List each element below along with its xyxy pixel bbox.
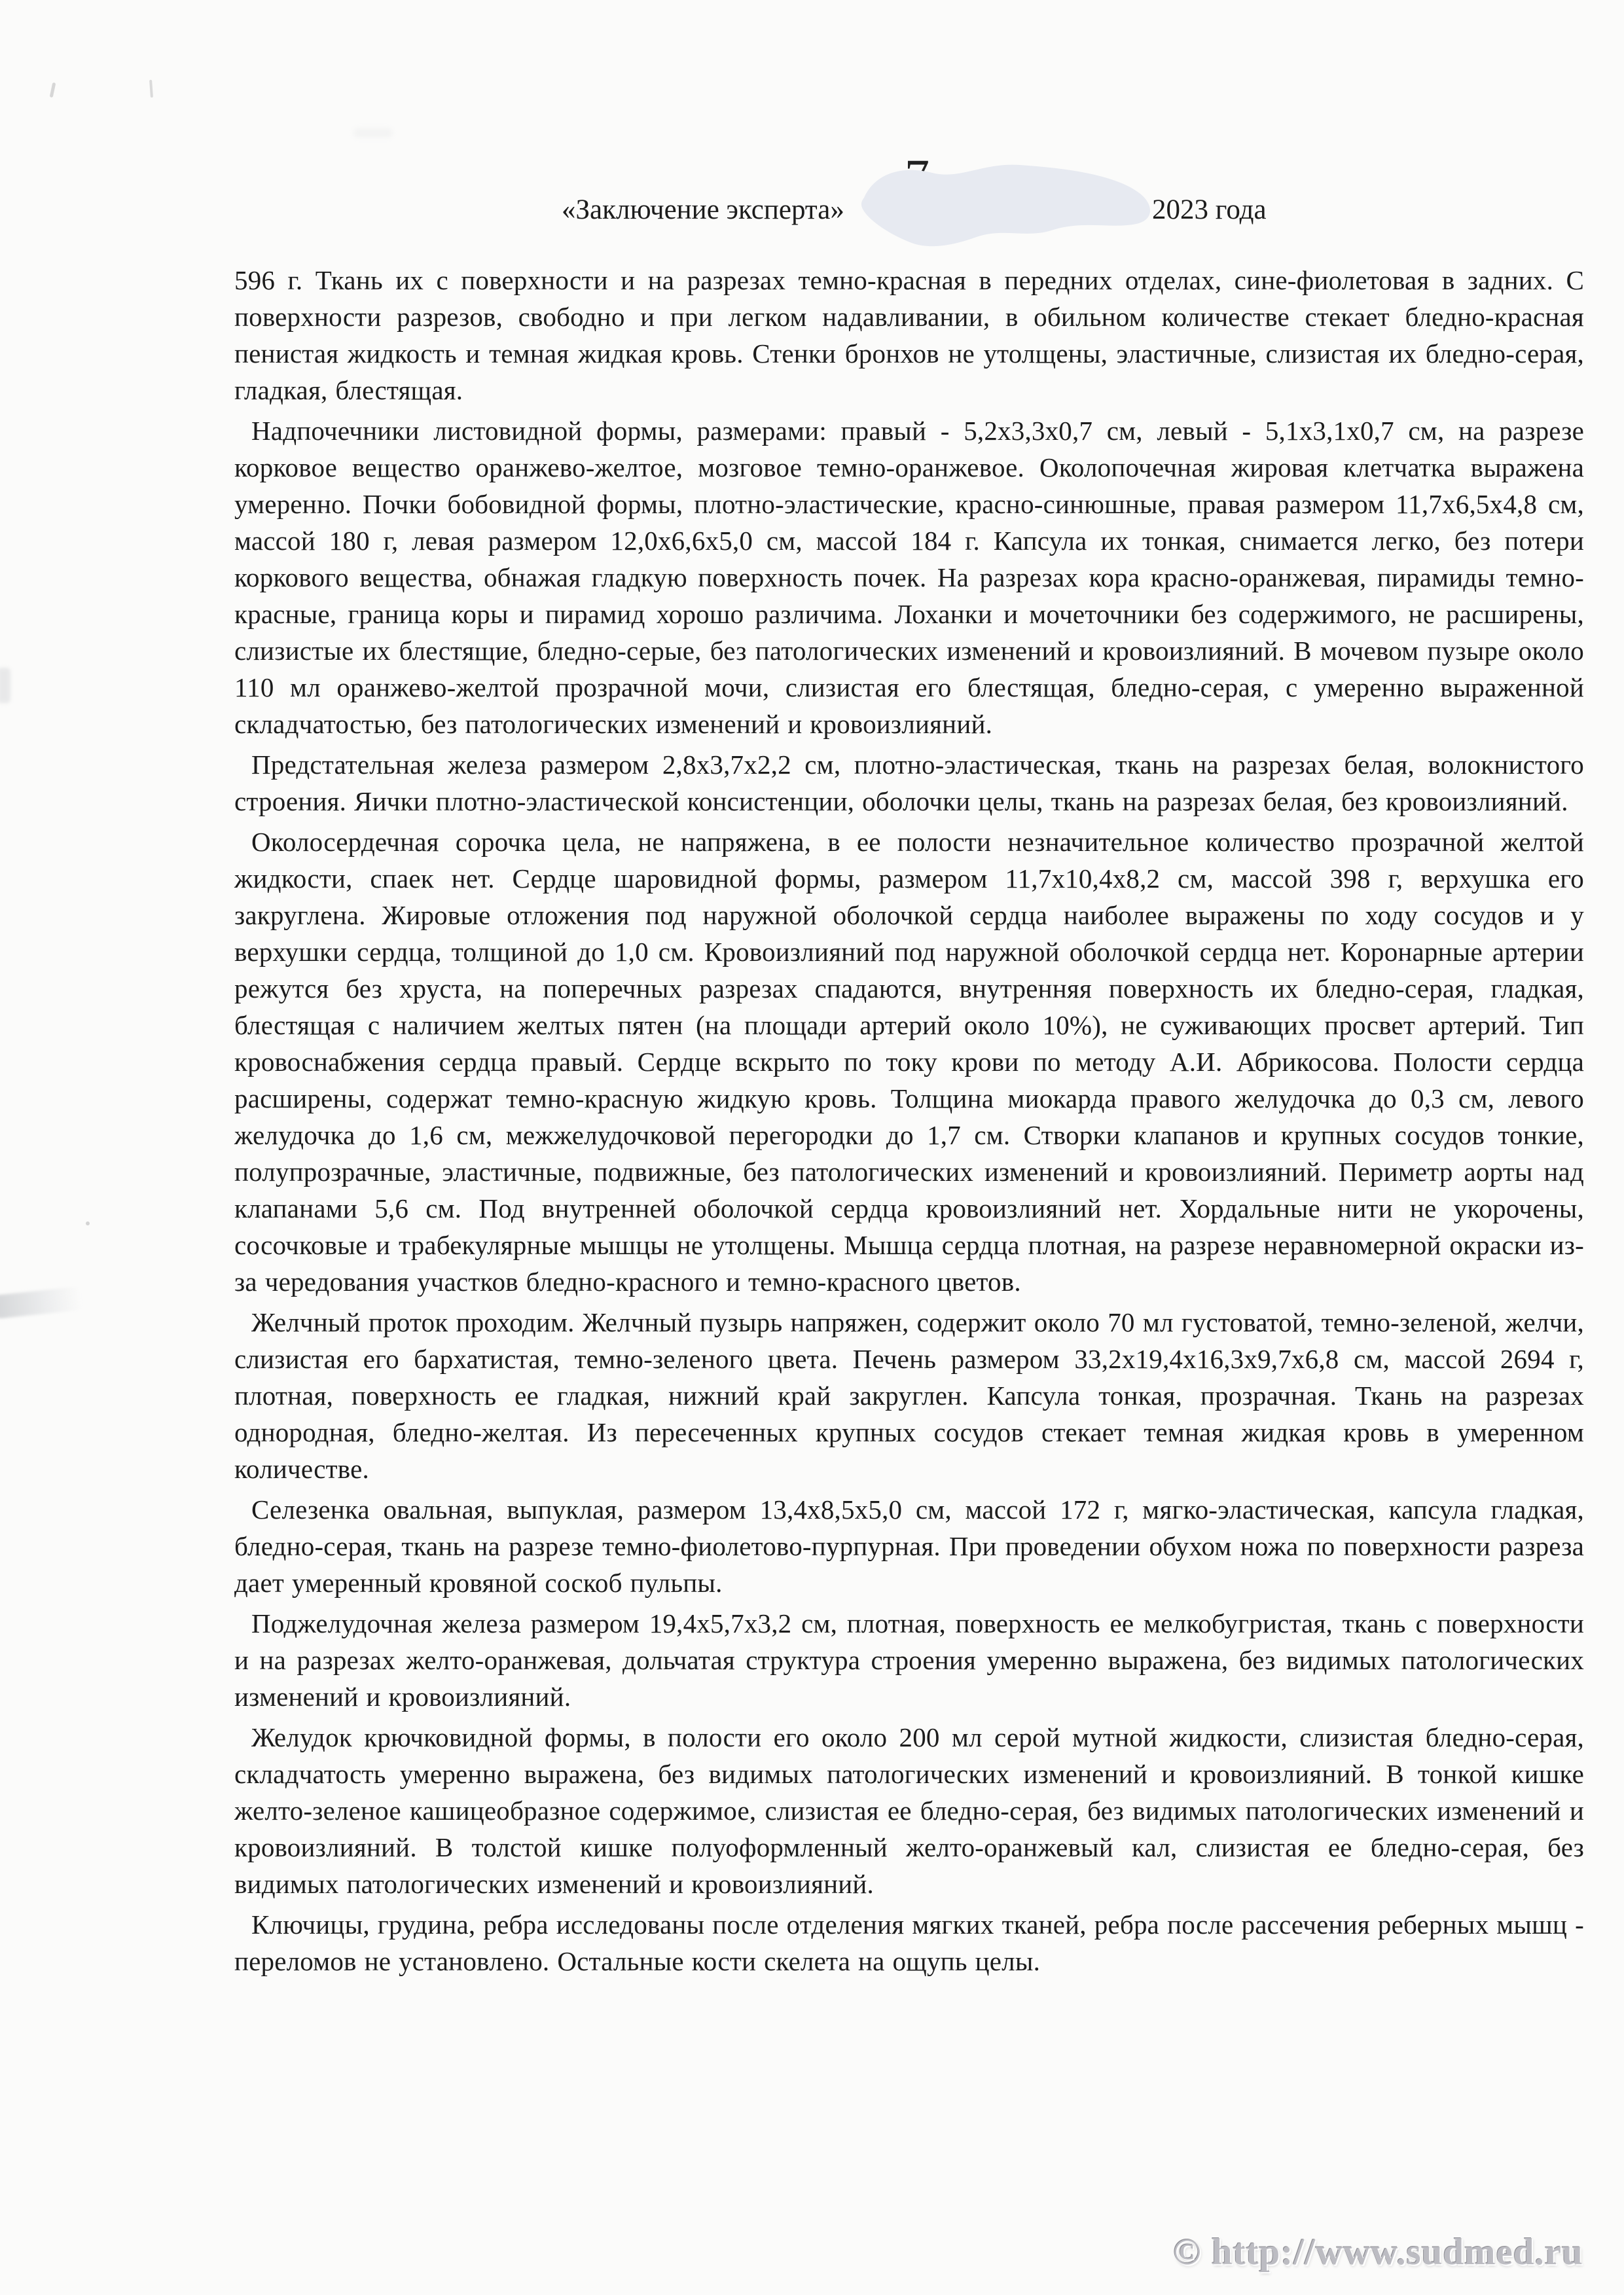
paragraph-pancreas: Поджелудочная железа размером 19,4х5,7х3,2 см, плотная, поверхность ее мелкобугристая, ткань с поверхности и на разрезах желто-оранжевая, дольчатая структура строения умеренно выражена, без видимых патологических изменений и кровоизлияний.	[234, 1608, 1584, 1712]
paragraph-adrenals-kidneys: Надпочечники листовидной формы, размерами: правый - 5,2х3,3х0,7 см, левый - 5,1х3,1х0,7 см, на разрезе корковое вещество оранжево-желтое, мозговое темно-оранжевое. Околопочечная жировая клетчатка выражена умеренно. Почки бобовидной формы, плотно-эластические, красно-синюшные, правая размером 11,7х6,5х4,8 см, массой 180 г, левая размером 12,0х6,6х5,0 см, массой 184 г. Капсула их тонкая, снимается легко, без потери коркового вещества, обнажая гладкую поверхность почек. На разрезах кора красно-оранжевая, пирамиды темно-красные, граница коры и пирамид хорошо различима. Лоханки и мочеточники без содержимого, не расширены, слизистые их блестящие, бледно-серые, без патологических изменений и кровоизлияний. В мочевом пузыре около 110 мл оранжево-желтой прозрачной мочи, слизистая его блестящая, бледно-серая, с умеренно выраженной складчатостью, без патологических изменений и кровоизлияний.	[234, 416, 1584, 739]
scan-smudge	[0, 668, 10, 703]
scan-speck	[50, 82, 56, 98]
paragraph-liver: Желчный проток проходим. Желчный пузырь напряжен, содержит около 70 мл густоватой, темно-зеленой, желчи, слизистая его бархатистая, темно-зеленого цвета. Печень размером 33,2х19,4х16,3х9,7х6,8 см, массой 2694 г, плотная, поверхность ее гладкая, нижний край закруглен. Капсула тонкая, прозрачная. Ткань на разрезах однородная, бледно-желтая. Из пересеченных крупных сосудов стекает темная жидкая кровь в умеренном количестве.	[234, 1307, 1584, 1484]
paragraph-bones: Ключицы, грудина, ребра исследованы после отделения мягких тканей, ребра после рассечения реберных мышц - переломов не установлено. Остальные кости скелета на ощупь целы.	[234, 1909, 1584, 1976]
report-title: «Заключение эксперта»	[562, 194, 844, 225]
scan-smudge	[353, 128, 393, 137]
paragraph-heart: Околосердечная сорочка цела, не напряжена, в ее полости незначительное количество прозрачной желтой жидкости, спаек нет. Сердце шаровидной формы, размером 11,7х10,4х8,2 см, массой 398 г, верхушка его закруглена. Жировые отложения под наружной оболочкой сердца наиболее выражены по ходу сосудов и у верхушки сердца, толщиной до 1,0 см. Кровоизлияний под наружной оболочкой сердца нет. Коронарные артерии режутся без хруста, на поперечных разрезах спадаются, внутренняя поверхность их бледно-серая, гладкая, блестящая с наличием желтых пятен (на площади артерий около 10%), не суживающих просвет артерий. Тип кровоснабжения сердца правый. Сердце вскрыто по току крови по методу А.И. Абрикосова. Полости сердца расширены, содержат темно-красную жидкую кровь. Толщина миокарда правого желудочка до 0,3 см, левого желудочка до 1,6 см, межжелудочковой перегородки до 1,7 см. Створки клапанов и крупных сосудов тонкие, полупрозрачные, эластичные, подвижные, без патологических изменений и кровоизлияний. Периметр аорты над клапанами 5,6 см. Под внутренней оболочкой сердца кровоизлияний нет. Хордальные нити не укорочены, сосочковые и трабекулярные мышцы не утолщены. Мышца сердца плотная, на разрезе неравномерной окраски из-за чередования участков бледно-красного и темно-красного цветов.	[234, 827, 1584, 1297]
paragraph-stomach: Желудок крючковидной формы, в полости его около 200 мл серой мутной жидкости, слизистая бледно-серая, складчатость умеренно выражена, без видимых патологических изменений и кровоизлияний. В тонкой кишке желто-зеленое кашицеобразное содержимое, слизистая ее бледно-серая, без видимых патологических изменений и кровоизлияний. В толстой кишке полуоформленный желто-оранжевый кал, слизистая ее бледно-серая, без видимых патологических изменений и кровоизлияний.	[234, 1722, 1584, 1899]
paragraph-prostate: Предстательная железа размером 2,8х3,7х2,2 см, плотно-эластическая, ткань на разрезах белая, волокнистого строения. Яички плотно-эластической консистенции, оболочки целы, ткань на разрезах белая, без кровоизлияний.	[234, 750, 1584, 816]
report-date: 2023 года	[1152, 194, 1267, 225]
paragraph-lungs: 596 г. Ткань их с поверхности и на разрезах темно-красная в передних отделах, сине-фиолетовая в задних. С поверхности разрезов, свободно и при легком надавливании, в обильном количестве стекает бледно-красная пенистая жидкость и темная жидкая кровь. Стенки бронхов не утолщены, эластичные, слизистая их бледно-серая, гладкая, блестящая.	[234, 265, 1584, 405]
scan-speck	[149, 80, 153, 98]
scan-speck	[86, 1221, 90, 1225]
scan-smudge	[0, 1286, 82, 1319]
watermark-url: © http://www.sudmed.ru	[1173, 2232, 1583, 2273]
report-body	[234, 262, 1584, 1979]
paragraph-spleen: Селезенка овальная, выпуклая, размером 13,4х8,5х5,0 см, массой 172 г, мягко-эластическая, капсула гладкая, бледно-серая, ткань на разрезе темно-фиолетово-пурпурная. При проведении обухом ножа по поверхности разреза дает умеренный кровяной соскоб пульпы.	[234, 1494, 1584, 1598]
redaction-blob	[855, 160, 1156, 250]
